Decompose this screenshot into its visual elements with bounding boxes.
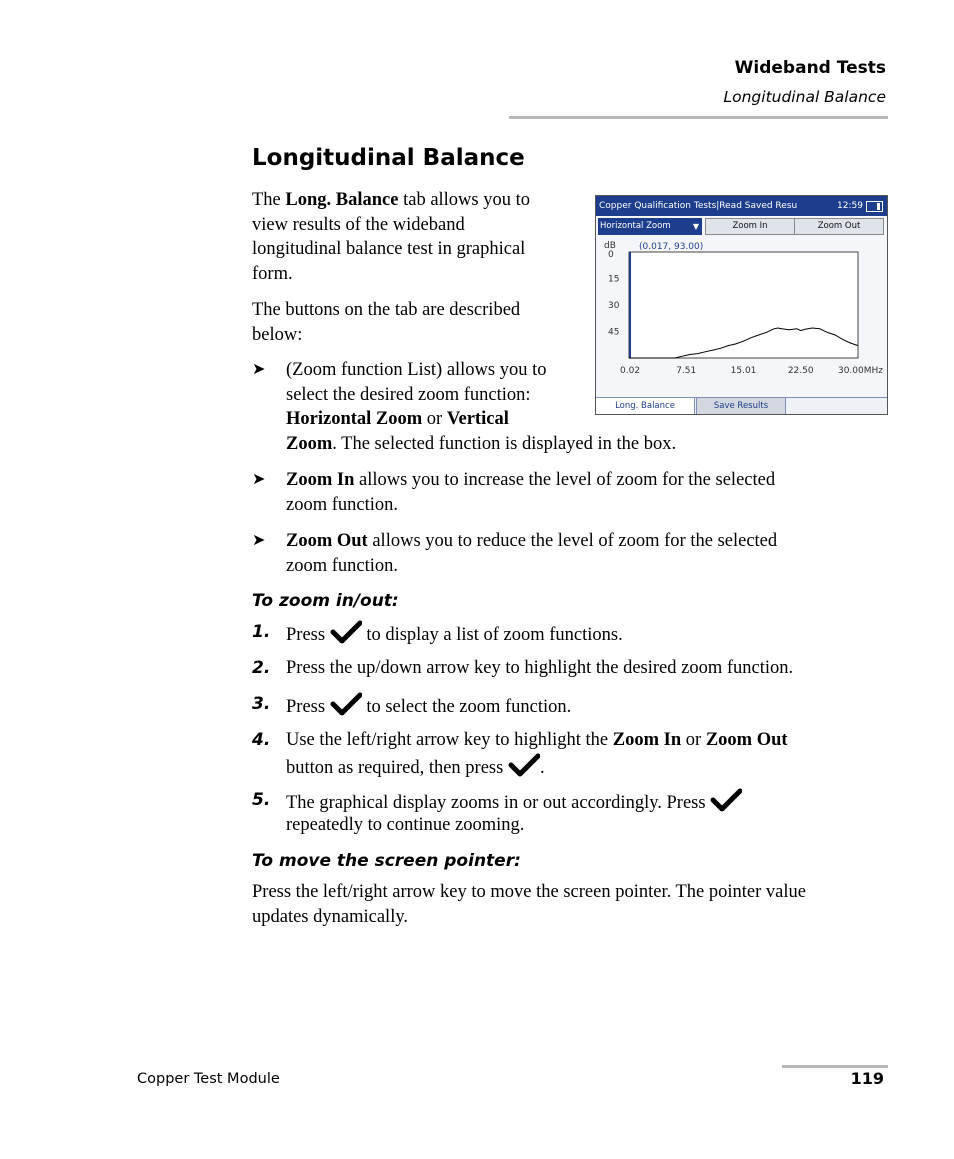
zoom-function-select[interactable] bbox=[598, 218, 702, 235]
step-text: Press bbox=[286, 625, 330, 645]
step-number: 3. bbox=[252, 694, 271, 714]
intro-text: tab allows you to bbox=[403, 190, 531, 210]
device-tab-bar bbox=[596, 397, 887, 415]
step-text: or bbox=[681, 730, 706, 750]
intro-bold-term: Long. Balance bbox=[285, 190, 399, 210]
battery-icon bbox=[866, 201, 883, 212]
checkmark-icon bbox=[710, 788, 742, 812]
step-text: to display a list of zoom functions. bbox=[361, 625, 623, 645]
intro-text: below: bbox=[252, 324, 303, 345]
header-rule bbox=[509, 116, 888, 119]
step-text: . bbox=[539, 757, 545, 778]
tab-save-results[interactable]: Save Results bbox=[696, 398, 786, 415]
balance-chart bbox=[596, 236, 887, 396]
page-number: 119 bbox=[850, 1069, 884, 1088]
footer-document-title: Copper Test Module bbox=[137, 1071, 280, 1087]
step-text: Press bbox=[286, 697, 330, 717]
device-clock: 12:59 bbox=[837, 201, 863, 211]
step-bold-term: Zoom In bbox=[612, 730, 682, 750]
y-tick-label: 45 bbox=[608, 327, 620, 338]
section-title: Longitudinal Balance bbox=[252, 145, 525, 171]
bullet-text: select the desired zoom function: bbox=[286, 384, 531, 405]
paragraph-text: Press the left/right arrow key to move the screen pointer. The pointer value bbox=[252, 882, 806, 902]
step-3 bbox=[252, 692, 892, 718]
step-5 bbox=[252, 788, 892, 840]
checkmark-icon bbox=[330, 620, 362, 644]
paragraph-text: updates dynamically. bbox=[252, 906, 409, 927]
x-tick-label: 7.51 bbox=[676, 366, 697, 376]
zoom-function-value: Horizontal Zoom bbox=[600, 221, 671, 231]
bullet-text: zoom function. bbox=[286, 555, 399, 576]
buttons-intro-paragraph bbox=[252, 298, 582, 347]
intro-text: view results of the wideband bbox=[252, 214, 465, 235]
zoom-in-button[interactable]: Zoom In bbox=[705, 218, 795, 235]
step-number: 5. bbox=[252, 790, 271, 810]
step-text: Use the left/right arrow key to highlight the bbox=[286, 730, 613, 750]
step-4 bbox=[252, 728, 892, 780]
x-tick-label: 15.01 bbox=[730, 366, 757, 376]
y-tick-label: 15 bbox=[608, 274, 620, 285]
device-screenshot bbox=[595, 195, 888, 415]
tab-long-balance[interactable]: Long. Balance bbox=[596, 398, 695, 414]
intro-text: longitudinal balance test in graphical bbox=[252, 239, 526, 259]
running-header-subtitle: Longitudinal Balance bbox=[723, 88, 886, 106]
x-tick-label: 0.02 bbox=[620, 366, 641, 376]
bullet-text: (Zoom function List) allows you to bbox=[286, 360, 547, 380]
y-tick-label: 0 bbox=[608, 250, 614, 260]
step-1 bbox=[252, 620, 892, 646]
x-tick-label: 22.50 bbox=[787, 366, 814, 376]
bullet-text: . The selected function is displayed in the box. bbox=[332, 433, 677, 454]
intro-text: The buttons on the tab are described bbox=[252, 300, 521, 320]
bullet-arrow-icon: ➤ bbox=[252, 471, 266, 488]
step-text: repeatedly to continue zooming. bbox=[286, 814, 525, 835]
intro-text: The bbox=[252, 190, 286, 210]
pointer-paragraph bbox=[252, 880, 892, 929]
bullet-bold-term: Vertical bbox=[446, 409, 509, 429]
step-text: to select the zoom function. bbox=[361, 697, 572, 717]
bullet-text: allows you to increase the level of zoom for the selected bbox=[354, 470, 776, 490]
running-header-title: Wideband Tests bbox=[734, 58, 886, 78]
checkmark-icon bbox=[508, 753, 540, 777]
step-number: 1. bbox=[252, 622, 271, 642]
device-title-bar bbox=[596, 196, 887, 216]
step-2 bbox=[252, 656, 892, 682]
y-tick-label: 30 bbox=[608, 301, 620, 311]
bullet-bold-term: Horizontal Zoom bbox=[286, 409, 423, 429]
bullet-text: allows you to reduce the level of zoom for the selected bbox=[367, 531, 778, 551]
bullet-bold-term: Zoom bbox=[286, 433, 333, 454]
bullet-zoom-out bbox=[252, 529, 892, 579]
y-axis-label: dB bbox=[604, 241, 616, 251]
procedure-title-zoom: To zoom in/out: bbox=[252, 591, 399, 611]
footer-rule bbox=[782, 1065, 888, 1068]
bullet-arrow-icon: ➤ bbox=[252, 361, 266, 378]
bullet-bold-term: Zoom Out bbox=[286, 531, 368, 551]
step-number: 2. bbox=[252, 658, 271, 678]
step-text: button as required, then press bbox=[286, 757, 508, 778]
step-bold-term: Zoom Out bbox=[705, 730, 788, 750]
bullet-text: zoom function. bbox=[286, 494, 399, 515]
step-number: 4. bbox=[252, 730, 271, 750]
dropdown-arrow-icon: ▼ bbox=[692, 222, 699, 231]
procedure-title-pointer: To move the screen pointer: bbox=[252, 851, 521, 871]
step-text: Press the up/down arrow key to highlight the desired zoom function. bbox=[286, 658, 794, 678]
bullet-arrow-icon: ➤ bbox=[252, 532, 266, 549]
bullet-zoom-in bbox=[252, 468, 892, 518]
bullet-text: or bbox=[422, 409, 447, 429]
zoom-out-button[interactable]: Zoom Out bbox=[794, 218, 884, 235]
device-title: Copper Qualification Tests|Read Saved Resu bbox=[599, 201, 798, 211]
plot-area bbox=[629, 252, 858, 358]
intro-paragraph bbox=[252, 188, 582, 286]
checkmark-icon bbox=[330, 692, 362, 716]
step-text: The graphical display zooms in or out accordingly. Press bbox=[286, 793, 711, 813]
x-tick-label: 30.00MHz bbox=[837, 366, 883, 376]
bullet-bold-term: Zoom In bbox=[286, 470, 355, 490]
intro-text: form. bbox=[252, 263, 293, 284]
pointer-readout: (0.017, 93.00) bbox=[639, 242, 704, 252]
